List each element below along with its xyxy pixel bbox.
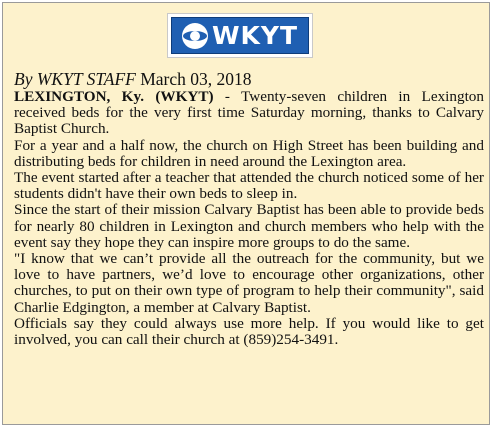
byline bbox=[14, 69, 484, 89]
paragraph-6: Officials say they could always use more help. If you would like to get involved, you can call their church at (859)254-3491. bbox=[14, 314, 484, 349]
paragraph-1 bbox=[14, 89, 484, 138]
byline-date: March 03, 2018 bbox=[140, 69, 252, 89]
news-clipping bbox=[2, 2, 490, 425]
article bbox=[14, 69, 484, 348]
byline-author: By WKYT STAFF bbox=[14, 69, 136, 89]
logo-text: WKYT bbox=[211, 21, 299, 50]
paragraph-3: The event started after a teacher that attended the church noticed some of her students didn't have their own beds to sleep in. bbox=[14, 169, 484, 203]
paragraph-4: Since the start of their mission Calvary Baptist has been able to provide beds for nearly 80 children in Lexington and church members who help with the event say they hope they can inspire more groups to do the same. bbox=[14, 201, 484, 251]
station-logo bbox=[167, 13, 313, 58]
logo-bar bbox=[171, 17, 309, 54]
paragraph-2: For a year and a half now, the church on High Street has been building and distributing beds for children in need around the Lexington area. bbox=[14, 136, 484, 170]
paragraph-1-text: - Twenty-seven children in Lexington received beds for the very first time Saturday morning, thanks to Calvary Baptist Church. bbox=[14, 88, 484, 138]
paragraph-5: "I know that we can’t provide all the outreach for the community, but we love to have partners, we’d love to encourage other organizations, other churches, to put on their own type of program to help their community", said Charlie Edgington, a member at Calvary Baptist. bbox=[14, 250, 484, 316]
dateline: LEXINGTON, Ky. (WKYT) bbox=[14, 88, 214, 105]
cbs-eye-icon bbox=[182, 23, 208, 49]
